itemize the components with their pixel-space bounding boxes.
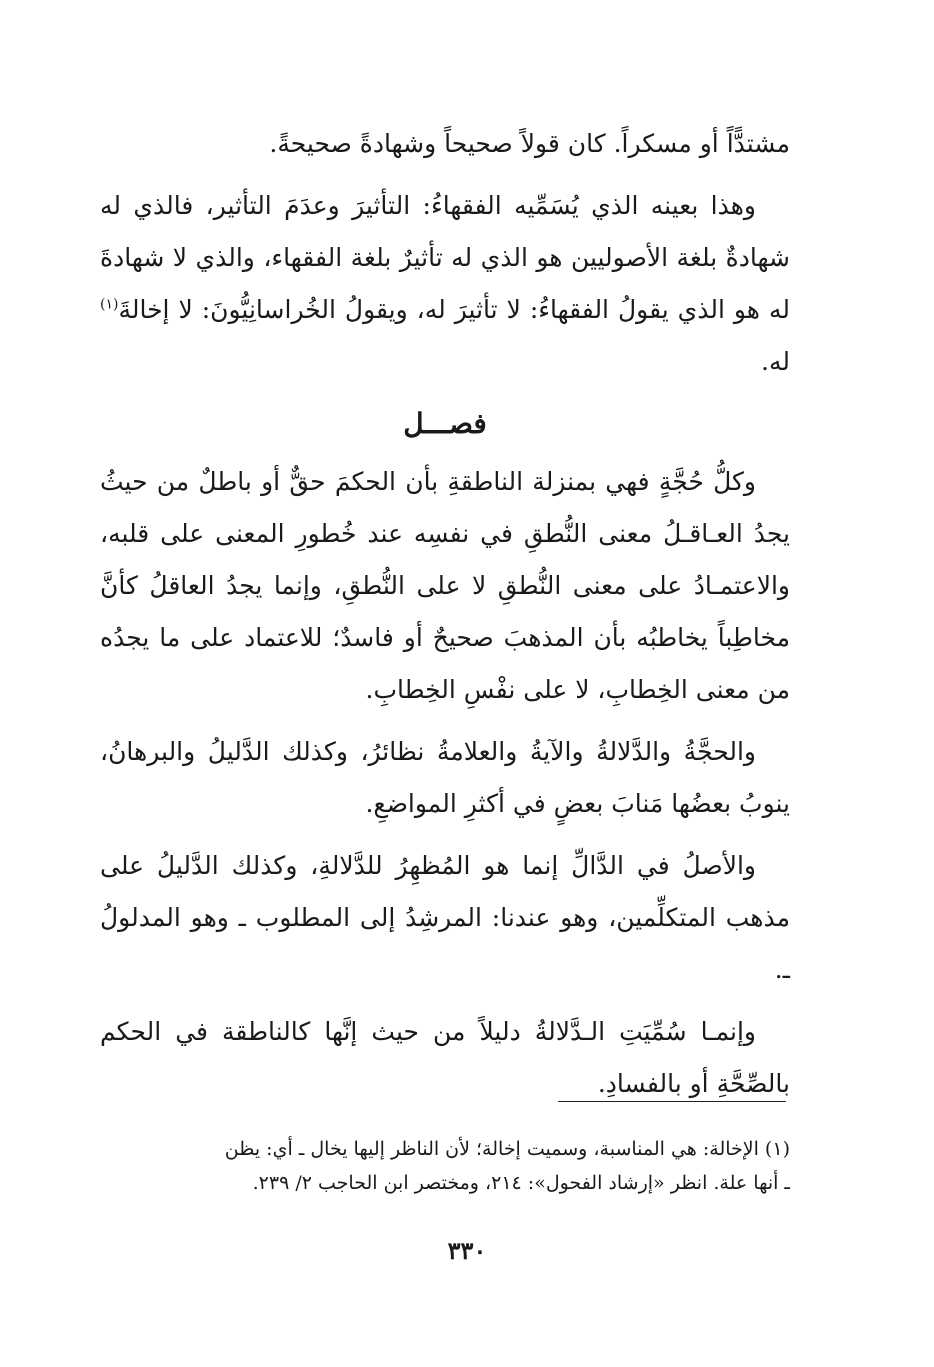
- paragraph-dalala: وإنمـا سُمِّيَتِ الـدَّلالةُ دليلاً من حيث إنَّها كالناطقة في الحكم بالصِّحَّةِ أو بالفسادِ.: [100, 1017, 790, 1098]
- paragraph-opening: مشتدًّاً أو مسكراً. كان قولاً صحيحاً وشهادةً صحيحةً.: [269, 129, 790, 158]
- paragraph-hujja: وكلُّ حُجَّةٍ فهي بمنزلة الناطقةِ بأن الحكمَ حقٌّ أو باطلٌ من حيثُ يجدُ العـاقـلُ معنى النُّطقِ في نفسِه عند خُطورِ المعنى على قلبه، والاعتمـادُ على معنى النُّطقِ لا على النُّطقِ، وإنما يجدُ العاقلُ كأنَّ مخاطِباً يخاطبُه بأن المذهبَ صحيحٌ أو فاسدٌ؛ للاعتماد على ما يجدُه من معنى الخِطابِ، لا على نفْسِ الخِطابِ.: [100, 467, 790, 704]
- paragraph-fuqaha: [100, 180, 790, 388]
- footnote: [100, 1132, 790, 1200]
- paragraph-asl: والأصلُ في الدَّالِّ إنما هو المُظهِرُ للدَّلالةِ، وكذلك الدَّليلُ على مذهب المتكلِّمين، وهو عندنا: المرشِدُ إلى المطلوب ـ وهو المدلولُ ـ.: [100, 851, 790, 984]
- section-heading: فصـــل: [403, 407, 487, 440]
- page-number: ٣٣٠: [447, 1236, 487, 1265]
- paragraph-nazair: والحجَّةُ والدَّلالةُ والآيةُ والعلامةُ نظائرُ، وكذلك الدَّليلُ والبرهانُ، ينوبُ بعضُها مَنابَ بعضٍ في أكثرِ المواضعِ.: [100, 737, 790, 818]
- footnote-reference[interactable]: (١): [100, 296, 119, 313]
- footnote-divider: [558, 1101, 786, 1102]
- paragraph-fuqaha-text: وهذا بعينه الذي يُسَمِّيه الفقهاءُ: التأثيرَ وعدَمَ التأثير، فالذي له شهادةٌ بلغة الأصوليين هو الذي له تأثيرٌ بلغة الفقهاء، والذي لا شهادةَ له هو الذي يقولُ الفقهاءُ: لا تأثيرَ له، ويقولُ الخُراسانِيُّونَ: لا إخالةَ: [100, 191, 790, 324]
- footnote-line-2: ـ أنها علة. انظر «إرشاد الفحول»: ٢١٤، ومختصر ابن الحاجب ٢/ ٢٣٩.: [252, 1172, 790, 1194]
- footnote-line-1: (١) الإخالة: هي المناسبة، وسميت إخالة؛ لأن الناظر إليها يخال ـ أي: يظن: [224, 1138, 790, 1160]
- paragraph-fuqaha-tail: له.: [761, 347, 790, 376]
- page-body: [100, 118, 790, 1120]
